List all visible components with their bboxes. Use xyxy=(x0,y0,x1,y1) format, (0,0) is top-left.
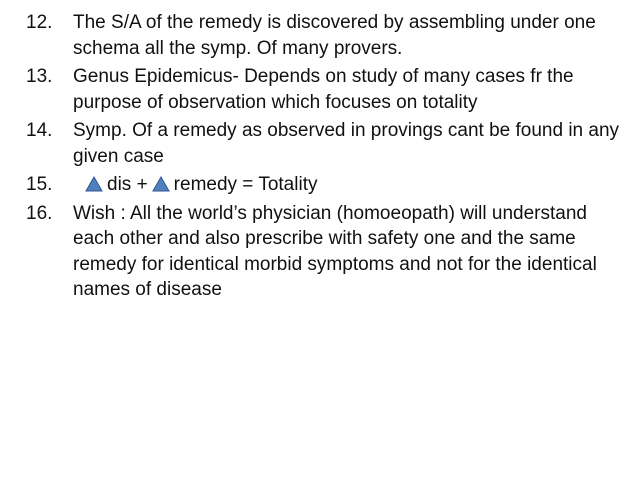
equation-part-dis: dis + xyxy=(107,174,148,195)
list-item xyxy=(26,118,626,169)
item-number: 16. xyxy=(26,202,53,224)
list-item xyxy=(26,172,626,198)
numbered-list xyxy=(26,10,626,306)
triangle-icon xyxy=(85,176,103,192)
item-text: Genus Epidemicus- Depends on study of many cases fr the purpose of observation which focuses on totality xyxy=(73,66,574,113)
list-item xyxy=(26,10,626,61)
list-item xyxy=(26,201,626,303)
item-text: Symp. Of a remedy as observed in provings cant be found in any given case xyxy=(73,120,620,167)
item-number: 15. xyxy=(26,174,53,195)
equation-part-remedy: remedy = Totality xyxy=(173,174,318,195)
item-number: 12. xyxy=(26,12,53,33)
list-item xyxy=(26,64,626,115)
item-text: Wish : All the world’s physician (homoeopath) will understand each other and also prescribe with safety one and the same remedy for identical morbid symptoms and not for the identical names of disease xyxy=(73,202,597,300)
item-number: 14. xyxy=(26,120,53,141)
item-text: The S/A of the remedy is discovered by assembling under one schema all the symp. Of many provers. xyxy=(73,12,596,59)
item-number: 13. xyxy=(26,66,53,87)
item-text xyxy=(73,172,626,198)
triangle-icon xyxy=(152,176,170,192)
